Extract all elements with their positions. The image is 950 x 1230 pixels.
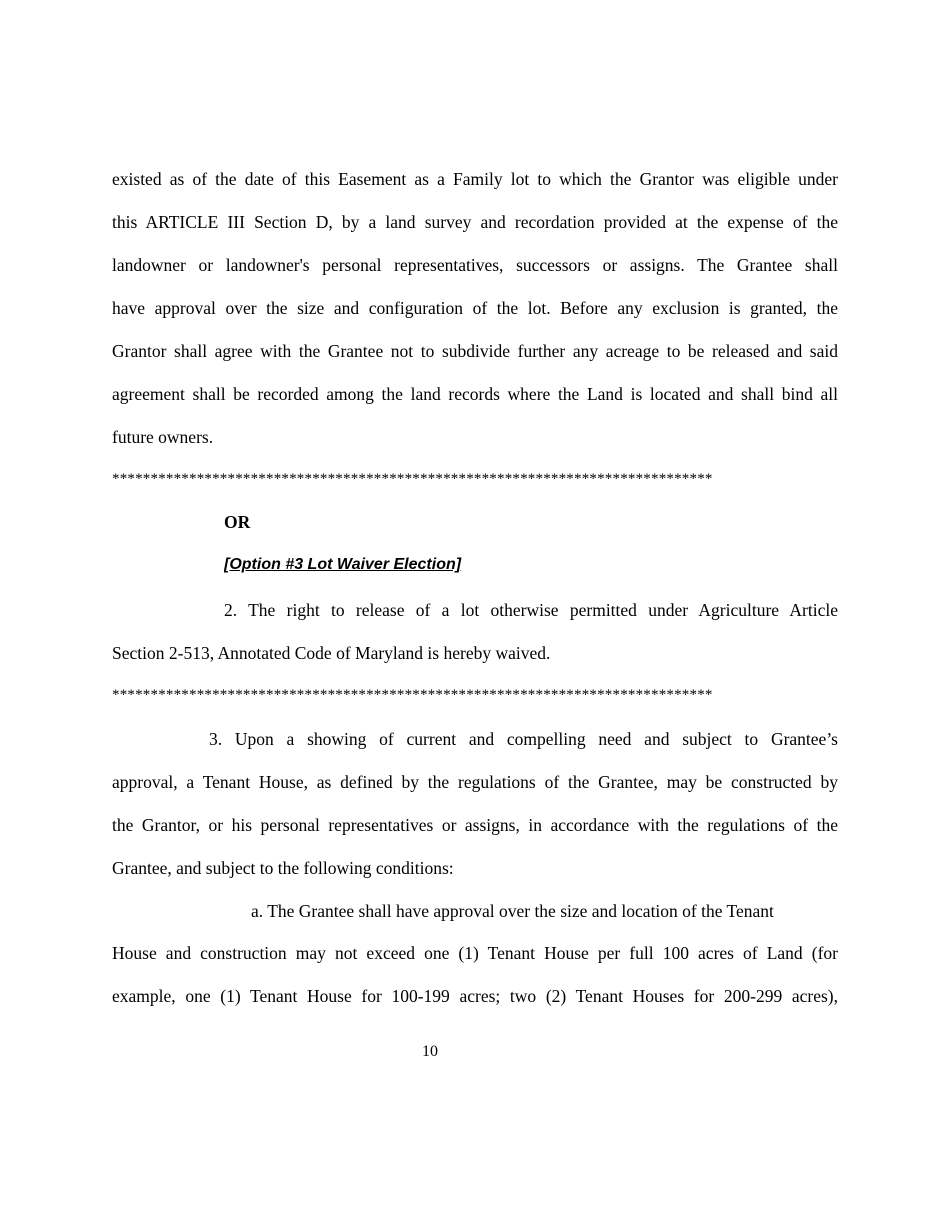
page-number: 10	[422, 1043, 438, 1060]
text-line: 2. The right to release of a lot otherwise permitted under Agriculture Article	[224, 600, 838, 620]
text-line: landowner or landowner's personal representatives, successors or assigns. The Grantee shall	[112, 255, 838, 275]
separator-line: ******************************************************************************	[112, 687, 713, 703]
text-line: House and construction may not exceed one (1) Tenant House per full 100 acres of Land (for	[112, 943, 838, 963]
option-heading: [Option #3 Lot Waiver Election]	[224, 556, 462, 573]
text-line: the Grantor, or his personal representatives or assigns, in accordance with the regulations of the	[112, 815, 838, 835]
or-label: OR	[224, 512, 251, 532]
text-line: example, one (1) Tenant House for 100-199 acres; two (2) Tenant Houses for 200-299 acres),	[112, 986, 838, 1006]
text-line: 3. Upon a showing of current and compelling need and subject to Grantee’s	[209, 729, 838, 749]
text-line: existed as of the date of this Easement as a Family lot to which the Grantor was eligible under	[112, 169, 838, 189]
text-line: Grantee, and subject to the following conditions:	[112, 858, 454, 878]
separator-line: ******************************************************************************	[112, 471, 713, 487]
text-line: approval, a Tenant House, as defined by the regulations of the Grantee, may be constructed by	[112, 772, 838, 792]
text-line: this ARTICLE III Section D, by a land survey and recordation provided at the expense of the	[112, 212, 838, 232]
text-line: agreement shall be recorded among the land records where the Land is located and shall bind all	[112, 384, 838, 404]
text-line: Grantor shall agree with the Grantee not to subdivide further any acreage to be released and said	[112, 341, 838, 361]
text-line: have approval over the size and configuration of the lot. Before any exclusion is granted, the	[112, 298, 838, 318]
text-line: a. The Grantee shall have approval over the size and location of the Tenant	[251, 901, 774, 921]
text-line: future owners.	[112, 427, 214, 447]
text-line: Section 2-513, Annotated Code of Maryland is hereby waived.	[112, 643, 551, 663]
